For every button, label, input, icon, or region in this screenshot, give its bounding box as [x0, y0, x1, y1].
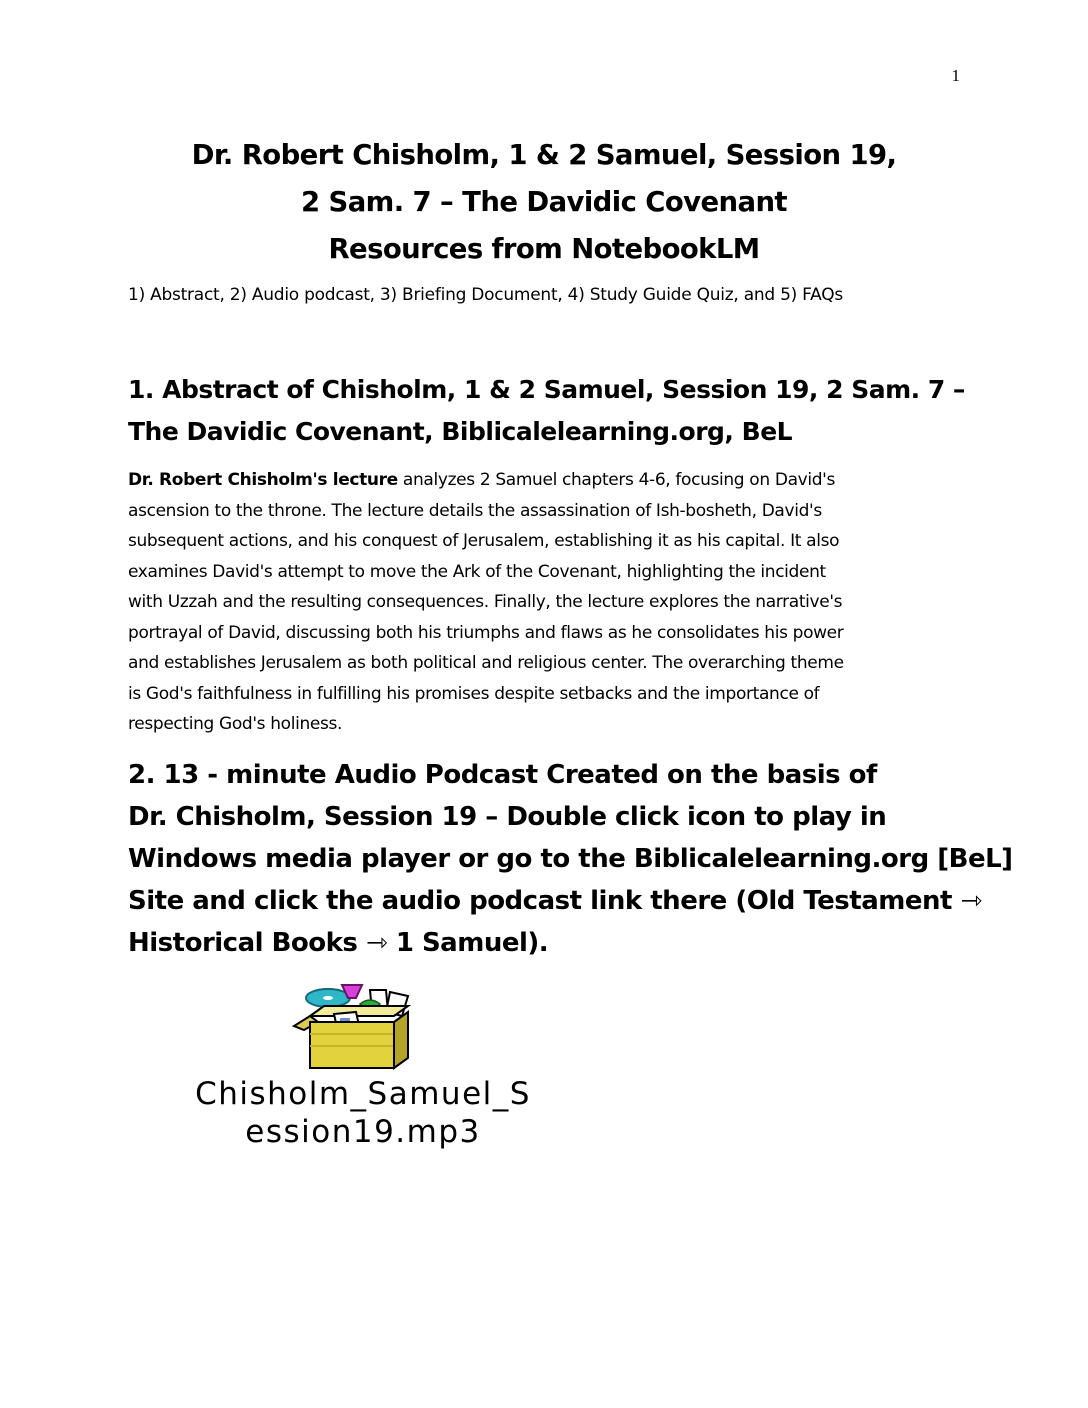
section-2-heading-line-5-text-a: Historical Books — [128, 928, 366, 958]
abstract-line-1 — [128, 465, 960, 496]
section-2-heading-line-4 — [128, 880, 982, 922]
abstract-line: with Uzzah and the resulting consequences. Finally, the lecture explores the narrative's — [128, 592, 843, 612]
title-line-1: Dr. Robert Chisholm, 1 & 2 Samuel, Session 19, — [191, 139, 897, 171]
abstract-line: portrayal of David, discussing both his triumphs and flaws as he consolidates his power — [128, 622, 844, 643]
section-2-heading — [128, 754, 1013, 964]
title-line-2: 2 Sam. 7 – The Davidic Covenant — [301, 186, 787, 218]
arrow-icon: ⇾ — [365, 928, 388, 958]
section-1-heading-line-2: The Davidic Covenant, Biblicalelearning.org, BeL — [128, 417, 793, 446]
abstract-lead: Dr. Robert Chisholm's lecture — [128, 470, 398, 490]
file-name-line-1: Chisholm_Samuel_S — [195, 1076, 531, 1112]
abstract-line-1-rest: analyzes 2 Samuel chapters 4-6, focusing on David's — [397, 470, 835, 490]
document-title — [128, 132, 960, 273]
file-name-line-2: ession19.mp3 — [245, 1114, 481, 1150]
section-1-heading-line-1: 1. Abstract of Chisholm, 1 & 2 Samuel, Session 19, 2 Sam. 7 – — [128, 375, 965, 404]
section-2-heading-line-5-text-b: 1 Samuel). — [387, 928, 549, 958]
abstract-line: respecting God's holiness. — [128, 714, 343, 734]
section-2-heading-line-3: Windows media player or go to the Biblicalelearning.org [BeL] — [128, 844, 1013, 874]
abstract-line: is God's faithfulness in fulfilling his promises despite setbacks and the importance of — [128, 683, 820, 704]
abstract-line: examines David's attempt to move the Ark of the Covenant, highlighting the incident — [128, 561, 826, 582]
section-1-heading — [128, 369, 965, 453]
audio-file-label[interactable] — [128, 1075, 598, 1151]
abstract-line: subsequent actions, and his conquest of Jerusalem, establishing it as his capital. It also — [128, 531, 840, 551]
section-2-heading-line-2: Dr. Chisholm, Session 19 – Double click icon to play in — [128, 802, 887, 832]
section-2-heading-line-1: 2. 13 - minute Audio Podcast Created on the basis of — [128, 760, 877, 790]
title-line-3: Resources from NotebookLM — [328, 233, 760, 265]
abstract-paragraph — [128, 465, 960, 740]
page-number: 1 — [951, 66, 960, 85]
arrow-icon: ⇾ — [960, 886, 982, 916]
abstract-line: ascension to the throne. The lecture details the assassination of Ish-bosheth, David's — [128, 500, 822, 521]
section-2-heading-line-4-text: Site and click the audio podcast link there (Old Testament — [128, 886, 961, 916]
package-icon[interactable] — [290, 982, 438, 1072]
contents-list: 1) Abstract, 2) Audio podcast, 3) Briefing Document, 4) Study Guide Quiz, and 5) FAQs — [128, 285, 843, 305]
abstract-line: and establishes Jerusalem as both political and religious center. The overarching theme — [128, 653, 844, 673]
section-2-heading-line-5 — [128, 922, 960, 964]
